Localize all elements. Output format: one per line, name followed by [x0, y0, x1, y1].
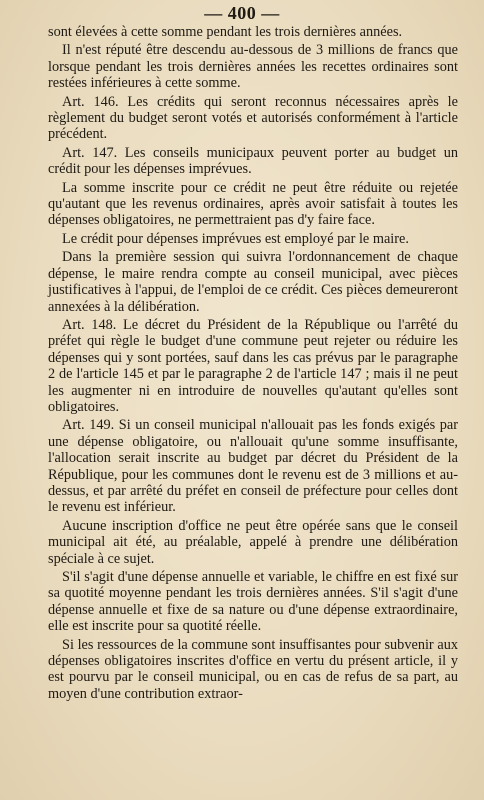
page-body — [48, 24, 458, 702]
paragraph: Si les ressources de la commune sont insuffisantes pour subvenir aux dépenses obligatoires inscrites d'office en vertu du présent article, il y est pourvu par le conseil municipal, ou en cas de refus de sa part, au moyen d'une contribution extraor- — [48, 636, 458, 702]
paragraph: Le crédit pour dépenses imprévues est employé par le maire. — [62, 230, 409, 247]
paragraph-art-146: Art. 146. Les crédits qui seront reconnus nécessaires après le règlement du budget seront votés et autorisés conformément à l'article précédent. — [48, 93, 458, 143]
page-number: — 400 — — [204, 3, 280, 23]
paragraph: Aucune inscription d'office ne peut être opérée sans que le conseil municipal ait été, au préalable, appelé à prendre une délibération spéciale à ce sujet. — [48, 517, 458, 567]
paragraph: Dans la première session qui suivra l'ordonnancement de chaque dépense, le maire rendra compte au conseil municipal, avec pièces justificatives à l'appui, de l'emploi de ce crédit. Ces pièces demeureront annexées à la délibération. — [48, 249, 458, 315]
paragraph-art-147: Art. 147. Les conseils municipaux peuvent porter au budget un crédit pour les dépenses imprévues. — [48, 144, 458, 178]
paragraph-art-149: Art. 149. Si un conseil municipal n'allouait pas les fonds exigés par une dépense obligatoire, ou n'allouait qu'une somme insuffisante, l'allocation serait inscrite au budget par décret du Président de la République, pour les communes dont le revenu est de 3 millions et au-dessus, et par arrêté du préfet en conseil de préfecture pour celles dont le revenu est inférieur. — [48, 417, 458, 516]
paragraph: Il n'est réputé être descendu au-dessous de 3 millions de francs que lorsque pendant les trois dernières années les recettes ordinaires sont restées inférieures à cette somme. — [48, 42, 458, 92]
paragraph: S'il s'agit d'une dépense annuelle et variable, le chiffre en est fixé sur sa quotité moyenne pendant les trois dernières années. S'il s'agit d'une dépense annuelle et fixe de sa nature ou d'une dépense extraordinaire, elle est inscrite pour sa quotité réelle. — [48, 569, 458, 635]
paragraph-art-148: Art. 148. Le décret du Président de la République ou l'arrêté du préfet qui règle le budget d'une commune peut rejeter ou réduire les dépenses qui y sont portées, sauf dans les cas prévus par le paragraphe 2 de l'article 145 et par le paragraphe 2 de l'article 147 ; mais il ne peut les augmenter ni en introduire de nouvelles qu'autant qu'elles sont obligatoires. — [48, 316, 458, 415]
paragraph-continuation: sont élevées à cette somme pendant les trois dernières années. — [48, 24, 403, 40]
paragraph: La somme inscrite pour ce crédit ne peut être réduite ou rejetée qu'autant que les revenus ordinaires, après avoir satisfait à toutes les dépenses obligatoires, ne permettraient pas d'y faire face. — [48, 179, 458, 229]
